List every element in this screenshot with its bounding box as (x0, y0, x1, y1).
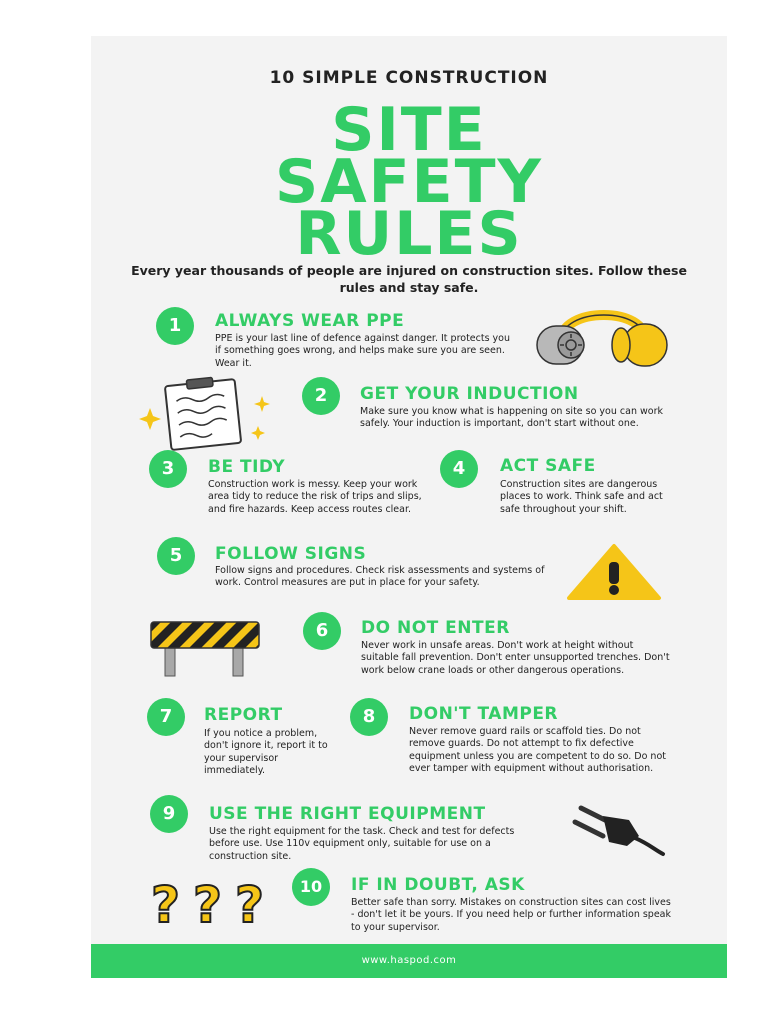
rule-text: Never work in unsafe areas. Don't work at height without suitable fall prevention. Don't enter unsupported trenches. Don't work below crane loads or other dangerous operations. (361, 640, 670, 676)
rule-text: Make sure you know what is happening on site so you can work safely. Your induction is important, don't start without one. (360, 406, 663, 430)
rule-number-badge: 10 (292, 868, 330, 906)
rule-number-badge: 8 (350, 698, 388, 736)
rule-title: REPORT (204, 705, 283, 725)
rule-title: DON'T TAMPER (409, 704, 559, 724)
rule-title: BE TIDY (208, 457, 286, 477)
poster (91, 36, 727, 978)
title-line-rules: RULES (295, 199, 523, 269)
rule-number-badge: 2 (302, 377, 340, 415)
rule-number-badge: 4 (440, 450, 478, 488)
question-marks-icon (149, 874, 279, 930)
svg-text:?: ? (151, 876, 181, 930)
poster-subtitle: 10 SIMPLE CONSTRUCTION (269, 68, 549, 88)
rule-number-badge: 3 (149, 450, 187, 488)
barrier-icon (149, 620, 261, 678)
rule-title: FOLLOW SIGNS (215, 544, 367, 564)
plug-icon (569, 798, 669, 858)
svg-text:?: ? (235, 876, 265, 930)
intro-text: Every year thousands of people are injured on construction sites. Follow these rules and stay safe. (131, 263, 687, 295)
rule-title: IF IN DOUBT, ASK (351, 875, 525, 895)
rule-text: Better safe than sorry. Mistakes on construction sites can cost lives - don't let it be yours. If you need help or further information speak to your supervisor. (351, 897, 672, 933)
footer-url[interactable]: www.haspod.com (91, 944, 727, 978)
rule-text: Construction work is messy. Keep your work area tidy to reduce the risk of trips and slips, and fire hazards. Keep access routes clear. (208, 479, 422, 515)
rule-title: DO NOT ENTER (361, 618, 510, 638)
title-line-safety: SAFETY (275, 147, 543, 217)
rule-title: GET YOUR INDUCTION (360, 384, 579, 404)
rule-text: Use the right equipment for the task. Check and test for defects before use. Use 110v equipment only, suitable for use on a construction site. (209, 826, 515, 862)
rule-number-badge: 6 (303, 612, 341, 650)
warning-sign-icon (565, 542, 663, 602)
rule-text: Follow signs and procedures. Check risk assessments and systems of work. Control measures are put in place for your safety. (215, 565, 545, 589)
rule-text: Construction sites are dangerous places to work. Think safe and act safe throughout your shift. (500, 479, 663, 515)
rule-number-badge: 7 (147, 698, 185, 736)
rule-text: PPE is your last line of defence against danger. It protects you if something goes wrong, and helps make sure you are seen. Wear it. (215, 333, 511, 369)
rule-title: ALWAYS WEAR PPE (215, 311, 405, 331)
rule-text: Never remove guard rails or scaffold ties. Do not remove guards. Do not attempt to fix defective equipment unless you are competent to do so. Do not ever tamper with equipment without authorisation. (409, 726, 666, 774)
svg-text:?: ? (193, 876, 223, 930)
clipboard-icon (138, 376, 278, 452)
rule-text: If you notice a problem, don't ignore it, report it to your supervisor immediately. (204, 728, 328, 776)
rule-number-badge: 1 (156, 307, 194, 345)
rule-title: USE THE RIGHT EQUIPMENT (209, 804, 486, 824)
rule-number-badge: 9 (150, 795, 188, 833)
ear-defenders-icon (533, 304, 673, 374)
rule-number-badge: 5 (157, 537, 195, 575)
title-line-site: SITE (331, 95, 487, 165)
rule-title: ACT SAFE (500, 456, 596, 476)
